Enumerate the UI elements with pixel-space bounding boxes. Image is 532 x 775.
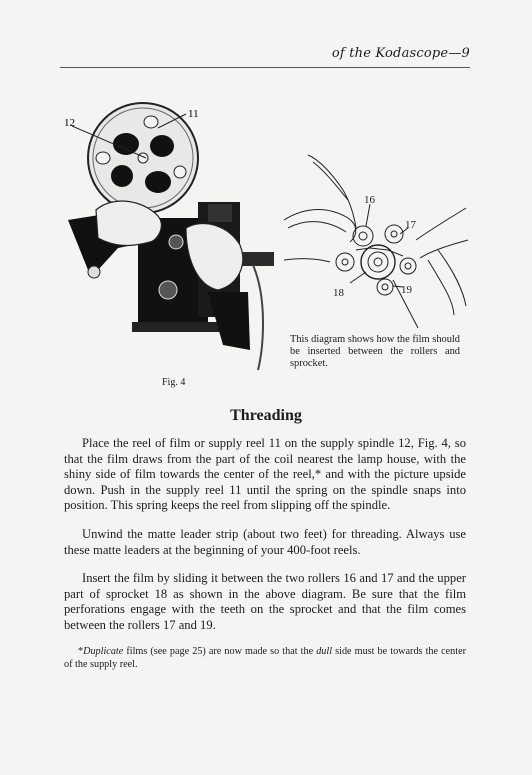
paragraph-matte-leader: Unwind the matte leader strip (about two feet) for threading. Always use these matte leaders at the beginning of your 400-foot reels. [64,527,466,557]
diagram-caption: This diagram shows how the film should be inserted between the rollers and sprocket. [290,334,460,369]
callout-17: 17 [405,219,416,231]
header-rule [60,67,470,68]
running-head: of the Kodascope—9 [331,46,470,61]
figure-label: Fig. 4 [162,377,186,388]
paragraph-supply-reel: Place the reel of film or supply reel 11 on the supply spindle 12, Fig. 4, so that the film draws from the part of the coil nearest the lamp house, with the shiny side of film towards the center of the reel,* and with the picture upside down. Push in the supply reel 11 until the spring on the spindle snaps into position. This spring keeps the reel from slipping off the spindle. [64,436,466,513]
callout-18: 18 [333,287,344,299]
footnote [64,646,466,671]
footnote-italic-mid: dull [316,646,333,657]
callout-19: 19 [401,284,412,296]
callout-16: 16 [364,194,375,206]
section-title: Threading [230,407,302,424]
projector-photo [64,103,274,370]
footnote-italic-lead: Duplicate [83,646,124,657]
footnote-marker: * [78,646,84,657]
threading-diagram [284,155,468,328]
callout-11: 11 [188,108,199,120]
footnote-text-a: films (see page 25) are now made so that the [123,646,317,657]
footnote-text-b: side must be towards the center of the supply reel. [64,646,466,670]
paragraph-insert-film: Insert the film by sliding it between the two rollers 16 and 17 and the upper part of sprocket 18 as shown in the above diagram. Be sure that the film perforations engage with the teeth on the sprocket and that the film comes between the rollers 17 and 19. [64,571,466,632]
callout-12: 12 [64,117,75,129]
